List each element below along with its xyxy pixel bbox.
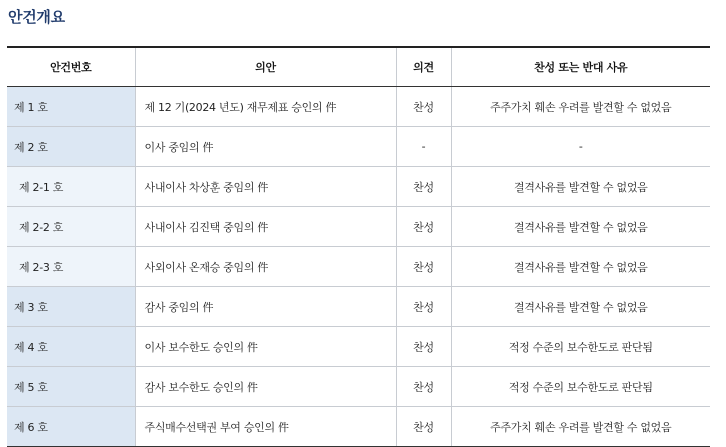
agenda-number-cell: 제 2 호	[7, 127, 135, 167]
opinion-cell: 찬성	[396, 327, 451, 367]
opinion-cell: 찬성	[396, 247, 451, 287]
agenda-number-cell: 제 2-3 호	[7, 247, 135, 287]
table-row	[7, 327, 710, 367]
reason-cell: 결격사유를 발견할 수 없었음	[451, 207, 710, 247]
agenda-number-cell: 제 6 호	[7, 407, 135, 447]
reason-cell: 주주가치 훼손 우려를 발견할 수 없었음	[451, 87, 710, 127]
opinion-cell: 찬성	[396, 367, 451, 407]
agenda-title-cell: 감사 중임의 件	[135, 287, 396, 327]
header-reason: 찬성 또는 반대 사유	[451, 47, 710, 87]
agenda-number-cell: 제 4 호	[7, 327, 135, 367]
opinion-cell: 찬성	[396, 167, 451, 207]
agenda-title-cell: 주식매수선택권 부여 승인의 件	[135, 407, 396, 447]
agenda-number-cell: 제 2-2 호	[7, 207, 135, 247]
agenda-title-cell: 사내이사 김진택 중임의 件	[135, 207, 396, 247]
reason-cell: 적정 수준의 보수한도로 판단됨	[451, 327, 710, 367]
header-agenda: 의안	[135, 47, 396, 87]
opinion-cell: 찬성	[396, 87, 451, 127]
header-agenda-number: 안건번호	[7, 47, 135, 87]
reason-cell: 결격사유를 발견할 수 없었음	[451, 167, 710, 207]
reason-cell: 결격사유를 발견할 수 없었음	[451, 287, 710, 327]
agenda-number-cell: 제 2-1 호	[7, 167, 135, 207]
opinion-cell: 찬성	[396, 407, 451, 447]
agenda-title-cell: 이사 중임의 件	[135, 127, 396, 167]
opinion-cell: -	[396, 127, 451, 167]
table-row	[7, 87, 710, 127]
reason-cell: 결격사유를 발견할 수 없었음	[451, 247, 710, 287]
agenda-title-cell: 사내이사 차상훈 중임의 件	[135, 167, 396, 207]
table-row	[7, 287, 710, 327]
agenda-number-cell: 제 3 호	[7, 287, 135, 327]
opinion-cell: 찬성	[396, 287, 451, 327]
table-row	[7, 167, 710, 207]
agenda-title-cell: 이사 보수한도 승인의 件	[135, 327, 396, 367]
agenda-title-cell: 사외이사 온재승 중임의 件	[135, 247, 396, 287]
agenda-title-cell: 감사 보수한도 승인의 件	[135, 367, 396, 407]
opinion-cell: 찬성	[396, 207, 451, 247]
reason-cell: -	[451, 127, 710, 167]
table-row	[7, 247, 710, 287]
table-row	[7, 127, 710, 167]
reason-cell: 적정 수준의 보수한도로 판단됨	[451, 367, 710, 407]
table-row	[7, 207, 710, 247]
table-header-row	[7, 47, 710, 87]
agenda-title-cell: 제 12 기(2024 년도) 재무제표 승인의 件	[135, 87, 396, 127]
agenda-number-cell: 제 5 호	[7, 367, 135, 407]
reason-cell: 주주가치 훼손 우려를 발견할 수 없었음	[451, 407, 710, 447]
page-title: 안건개요	[8, 8, 65, 26]
agenda-number-cell: 제 1 호	[7, 87, 135, 127]
agenda-table	[7, 46, 710, 447]
table-row	[7, 367, 710, 407]
header-opinion: 의견	[396, 47, 451, 87]
